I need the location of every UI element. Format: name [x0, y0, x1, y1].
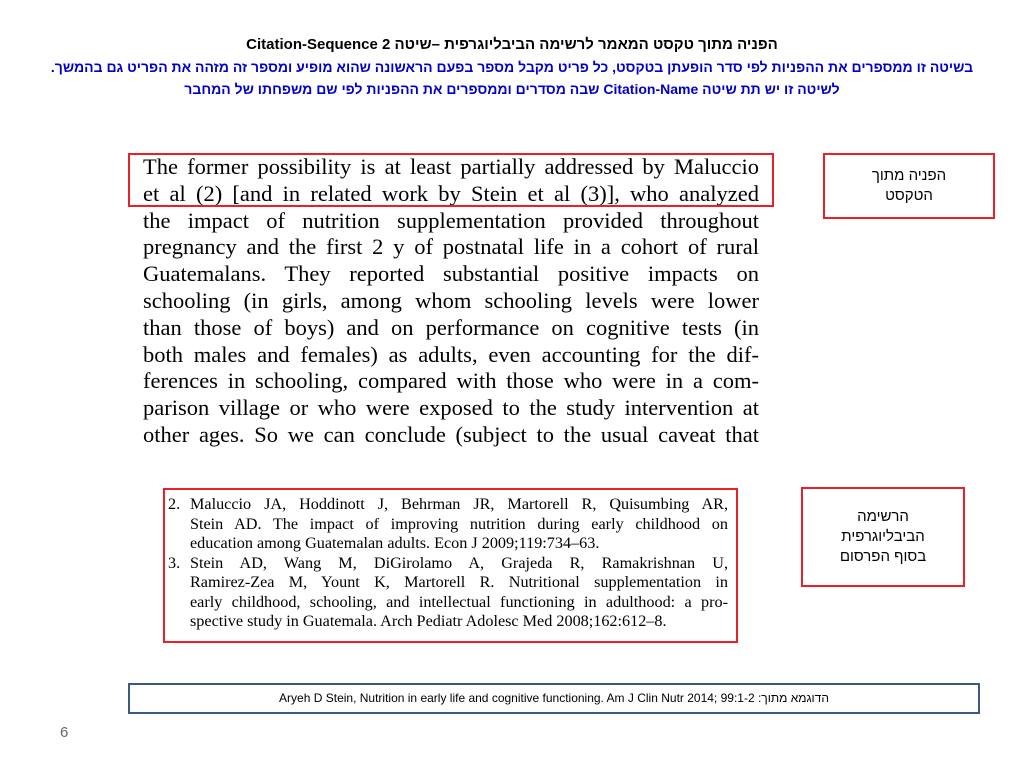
reference-line: early childhood, schooling, and intellectual functioning in adulthood: a pro-	[190, 592, 728, 611]
bibliography-highlight	[163, 488, 738, 643]
title-hebrew: הפניה מתוך טקסט המאמר לרשימה הביבליוגרפית –שיטה 2	[382, 36, 778, 53]
slide-header	[40, 34, 984, 100]
excerpt-line: schooling (in girls, among whom schooling levels were lower	[143, 287, 759, 313]
reference-line: education among Guatemalan adults. Econ J 2009;119:734–63.	[190, 534, 600, 552]
excerpt-line: pregnancy and the first 2 y of postnatal life in a cohort of rural	[143, 234, 759, 260]
excerpt-line: other ages. So we can conclude (subject to the usual caveat that	[143, 421, 759, 447]
excerpt-line: the impact of nutrition supplementation provided throughout	[143, 207, 759, 233]
excerpt-line: et al (2) [and in related work by Stein et al (3)], who analyzed	[143, 180, 759, 206]
slide-title	[40, 34, 984, 56]
excerpt-line: parison village or who were exposed to the study intervention at	[143, 395, 759, 421]
title-latin: Citation-Sequence	[246, 36, 378, 53]
reference-line: spective study in Guatemala. Arch Pediatr Adolesc Med 2008;162:612–8.	[190, 612, 667, 630]
label-line: הרשימה	[857, 508, 909, 525]
excerpt-line: The former possibility is at least partially addressed by Maluccio	[143, 154, 759, 179]
reference-line: Stein AD, Wang M, DiGirolamo A, Grajeda R, Ramakrishnan U,	[190, 553, 728, 572]
page-number: 6	[60, 724, 69, 741]
reference-number: 3.	[168, 553, 181, 572]
reference-line: Ramirez-Zea M, Yount K, Martorell R. Nutritional supplementation in	[190, 573, 728, 591]
sub-method-latin: Citation-Name	[603, 81, 699, 97]
reference-line: Maluccio JA, Hoddinott J, Behrman JR, Martorell R, Quisumbing AR,	[190, 495, 728, 513]
in-text-citation-label	[823, 153, 995, 219]
excerpt-line: than those of boys) and on performance on cognitive tests (in	[143, 314, 759, 340]
label-line: הפניה מתוך	[871, 167, 947, 184]
sub-method-description	[40, 78, 984, 100]
in-text-citation-highlight	[128, 153, 774, 207]
excerpt-line: ferences in schooling, compared with those who were in a com-	[143, 368, 759, 394]
source-citation-box	[128, 683, 980, 714]
source-prefix: הדוגמא מתוך:	[757, 691, 829, 705]
reference-number: 2.	[168, 495, 181, 513]
excerpt-line: both males and females) as adults, even accounting for the dif-	[143, 341, 759, 367]
excerpt-line: Guatemalans. They reported substantial positive impacts on	[143, 261, 759, 287]
bibliography-label	[801, 487, 965, 587]
source-citation: Aryeh D Stein, Nutrition in early life and cognitive functioning. Am J Clin Nutr 2014; 99:1-2	[279, 691, 755, 705]
reference-line: Stein AD. The impact of improving nutrition during early childhood on	[190, 514, 728, 533]
label-line: בסוף הפרסום	[839, 548, 927, 565]
label-line: הטקסט	[885, 187, 933, 204]
label-line: הביבליוגרפית	[841, 528, 925, 545]
sub-method-post: שבה מסדרים וממספרים את ההפניות לפי שם משפחתו של המחבר	[184, 81, 600, 97]
method-description: בשיטה זו ממספרים את ההפניות לפי סדר הופעתן בטקסט, כל פריט מקבל מספר בפעם הראשונה שהוא מופיע ומספר זה מזהה את הפריט גם בהמשך.	[50, 59, 974, 75]
sub-method-pre: לשיטה זו יש תת שיטה	[702, 81, 840, 97]
